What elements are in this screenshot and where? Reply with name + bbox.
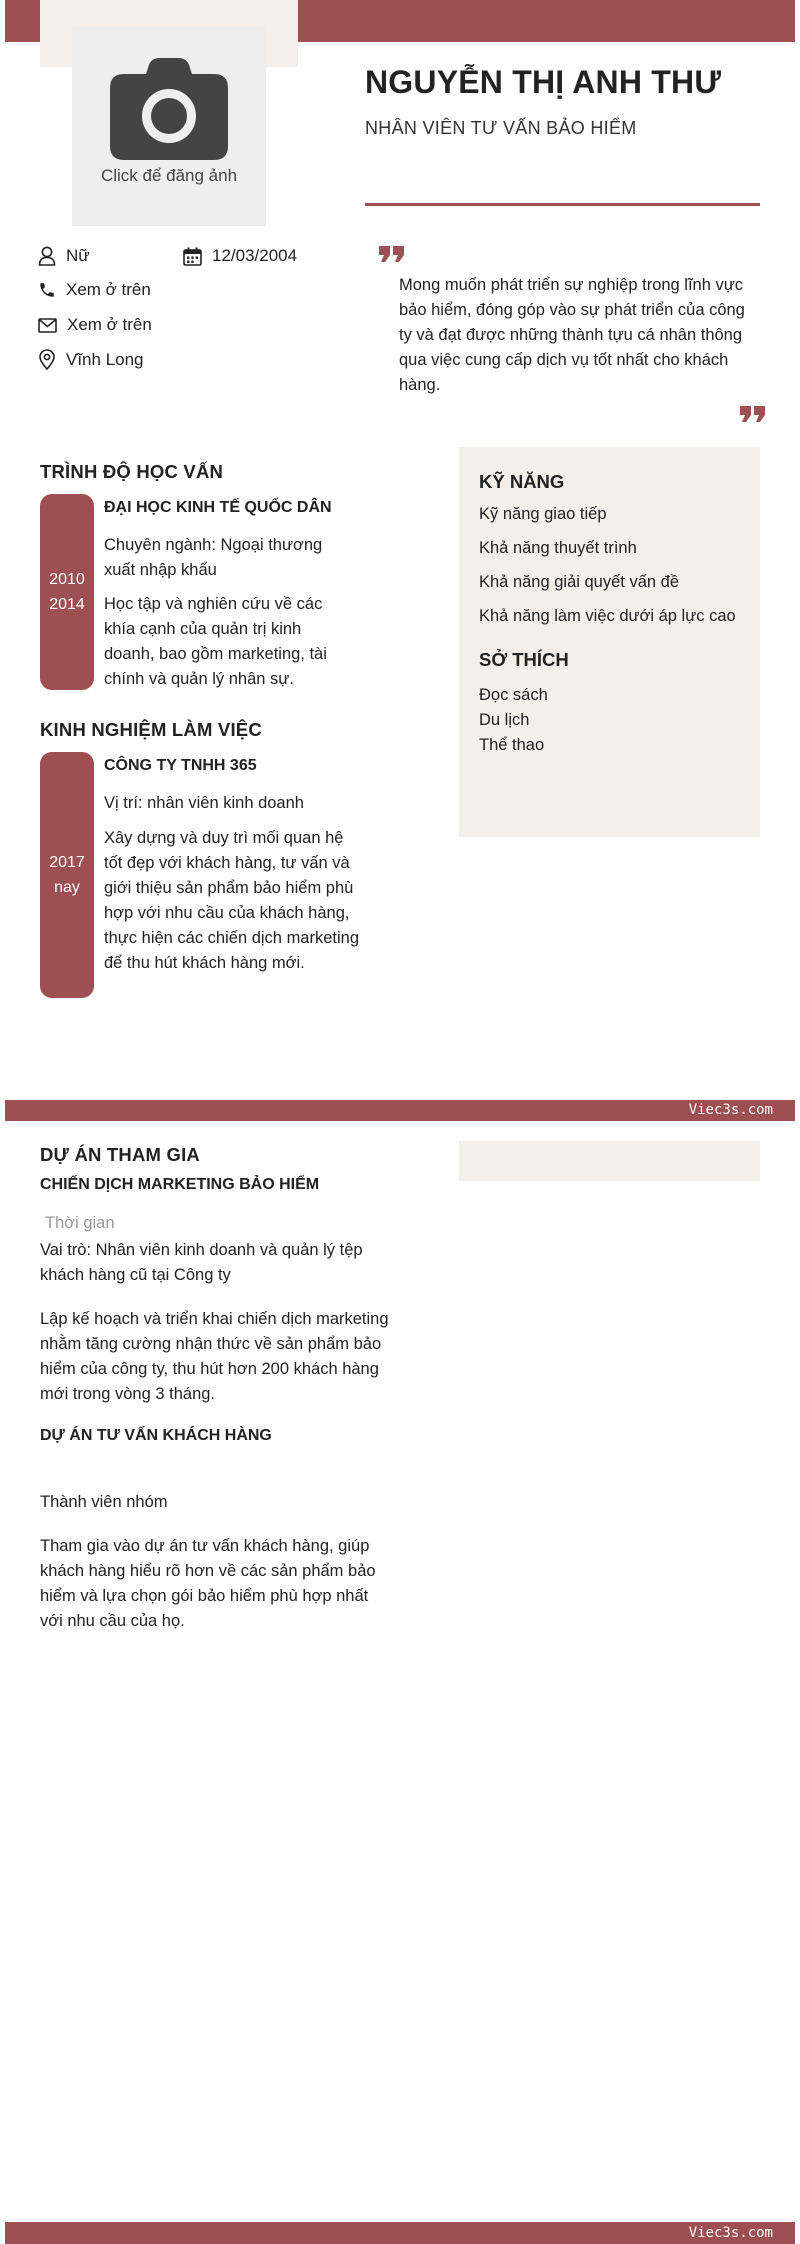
birthday-row	[183, 246, 297, 266]
hobby-item: Thể thao	[479, 736, 545, 754]
hobby-item: Đọc sách	[479, 686, 548, 704]
project-name: CHIẾN DỊCH MARKETING BẢO HIỂM	[40, 1176, 320, 1193]
career-objective: Mong muốn phát triển sự nghiệp trong lĩnh vực bảo hiểm, đóng góp vào sự phát triển của công ty và đạt được những thành tựu cá nhân thông qua việc cung cấp dịch vụ tốt nhất cho khách hàng.	[399, 276, 745, 394]
education-timeline	[40, 494, 94, 690]
projects-title: DỰ ÁN THAM GIA	[40, 1144, 200, 1165]
skills-list	[479, 502, 740, 629]
email-row	[38, 315, 152, 335]
birthday-value: 12/03/2004	[212, 246, 298, 265]
education-description: Học tập và nghiên cứu về các khía cạnh của quản trị kinh doanh, bao gồm marketing, tài chính và quản lý nhân sự.	[104, 595, 327, 688]
skill-item: Khả năng làm việc dưới áp lực cao	[479, 607, 736, 625]
education-end: 2014	[49, 596, 85, 613]
gender-value: Nữ	[66, 246, 90, 265]
hobby-item: Du lịch	[479, 711, 530, 729]
project-description: Tham gia vào dự án tư vấn khách hàng, giúp khách hàng hiểu rõ hơn về các sản phẩm bảo hiểm và lựa chọn gói bảo hiểm phù hợp nhất với nhu cầu của họ.	[40, 1537, 376, 1630]
project-role: Vai trò: Nhân viên kinh doanh và quản lý tệp khách hàng cũ tại Công ty	[40, 1241, 363, 1284]
skill-item: Khả năng thuyết trình	[479, 539, 637, 557]
experience-end: nay	[54, 879, 80, 896]
quote-open-icon	[379, 246, 405, 262]
quote-close-icon	[740, 406, 766, 422]
school-name: ĐẠI HỌC KINH TẾ QUỐC DÂN	[104, 499, 332, 516]
candidate-name: NGUYỄN THỊ ANH THƯ	[365, 64, 722, 100]
hobbies-title: SỞ THÍCH	[479, 649, 569, 670]
address-value: Vĩnh Long	[66, 349, 144, 369]
photo-upload[interactable]	[72, 26, 266, 226]
education-start: 2010	[49, 571, 85, 588]
location-pin-icon	[38, 349, 56, 370]
phone-row	[38, 280, 151, 300]
project-role: Thành viên nhóm	[40, 1493, 168, 1511]
skills-panel	[459, 447, 760, 837]
project-description: Lập kế hoạch và triển khai chiến dịch marketing nhằm tăng cường nhận thức về sản phẩm bảo hiểm của công ty, thu hút hơn 200 khách hàng mới trong vòng 3 tháng.	[40, 1310, 389, 1403]
footer-band	[5, 2222, 795, 2244]
skills-title: KỸ NĂNG	[479, 471, 565, 492]
photo-upload-label: Click để đăng ảnh	[100, 166, 238, 185]
company-name: CÔNG TY TNHH 365	[104, 757, 257, 774]
experience-start: 2017	[49, 854, 85, 871]
phone-icon	[38, 281, 56, 299]
page-break-band	[5, 1100, 795, 1121]
gender-row	[38, 246, 90, 266]
project-name: DỰ ÁN TƯ VẤN KHÁCH HÀNG	[40, 1427, 272, 1444]
experience-position: Vị trí: nhân viên kinh doanh	[104, 794, 304, 812]
skill-item: Khả năng giải quyết vấn đề	[479, 573, 679, 591]
phone-value: Xem ở trên	[66, 280, 151, 299]
job-title: NHÂN VIÊN TƯ VẤN BẢO HIỂM	[365, 118, 637, 138]
watermark-text: Viec3s.com	[688, 1102, 773, 1118]
camera-icon	[110, 58, 228, 160]
experience-title: KINH NGHIỆM LÀM VIỆC	[40, 719, 262, 740]
education-major: Chuyên ngành: Ngoại thương xuất nhập khẩu	[104, 536, 323, 579]
user-icon	[38, 246, 56, 266]
hobbies-list	[479, 683, 740, 758]
calendar-icon	[183, 247, 202, 266]
mail-icon	[38, 318, 57, 333]
project-time: Thời gian	[45, 1214, 115, 1232]
watermark-text: Viec3s.com	[688, 2225, 773, 2241]
page2-panel	[459, 1141, 760, 1181]
experience-description: Xây dựng và duy trì mối quan hệ tốt đẹp với khách hàng, tư vấn và giới thiệu sản phẩm bảo hiểm phù hợp với nhu cầu của khách hàng, thực hiện các chiến dịch marketing để thu hút khách hàng mới.	[104, 829, 360, 972]
title-divider	[365, 203, 760, 206]
skill-item: Kỹ năng giao tiếp	[479, 505, 607, 523]
experience-timeline	[40, 752, 94, 998]
address-row	[38, 349, 144, 370]
education-title: TRÌNH ĐỘ HỌC VẤN	[40, 461, 224, 482]
email-value: Xem ở trên	[67, 315, 152, 334]
